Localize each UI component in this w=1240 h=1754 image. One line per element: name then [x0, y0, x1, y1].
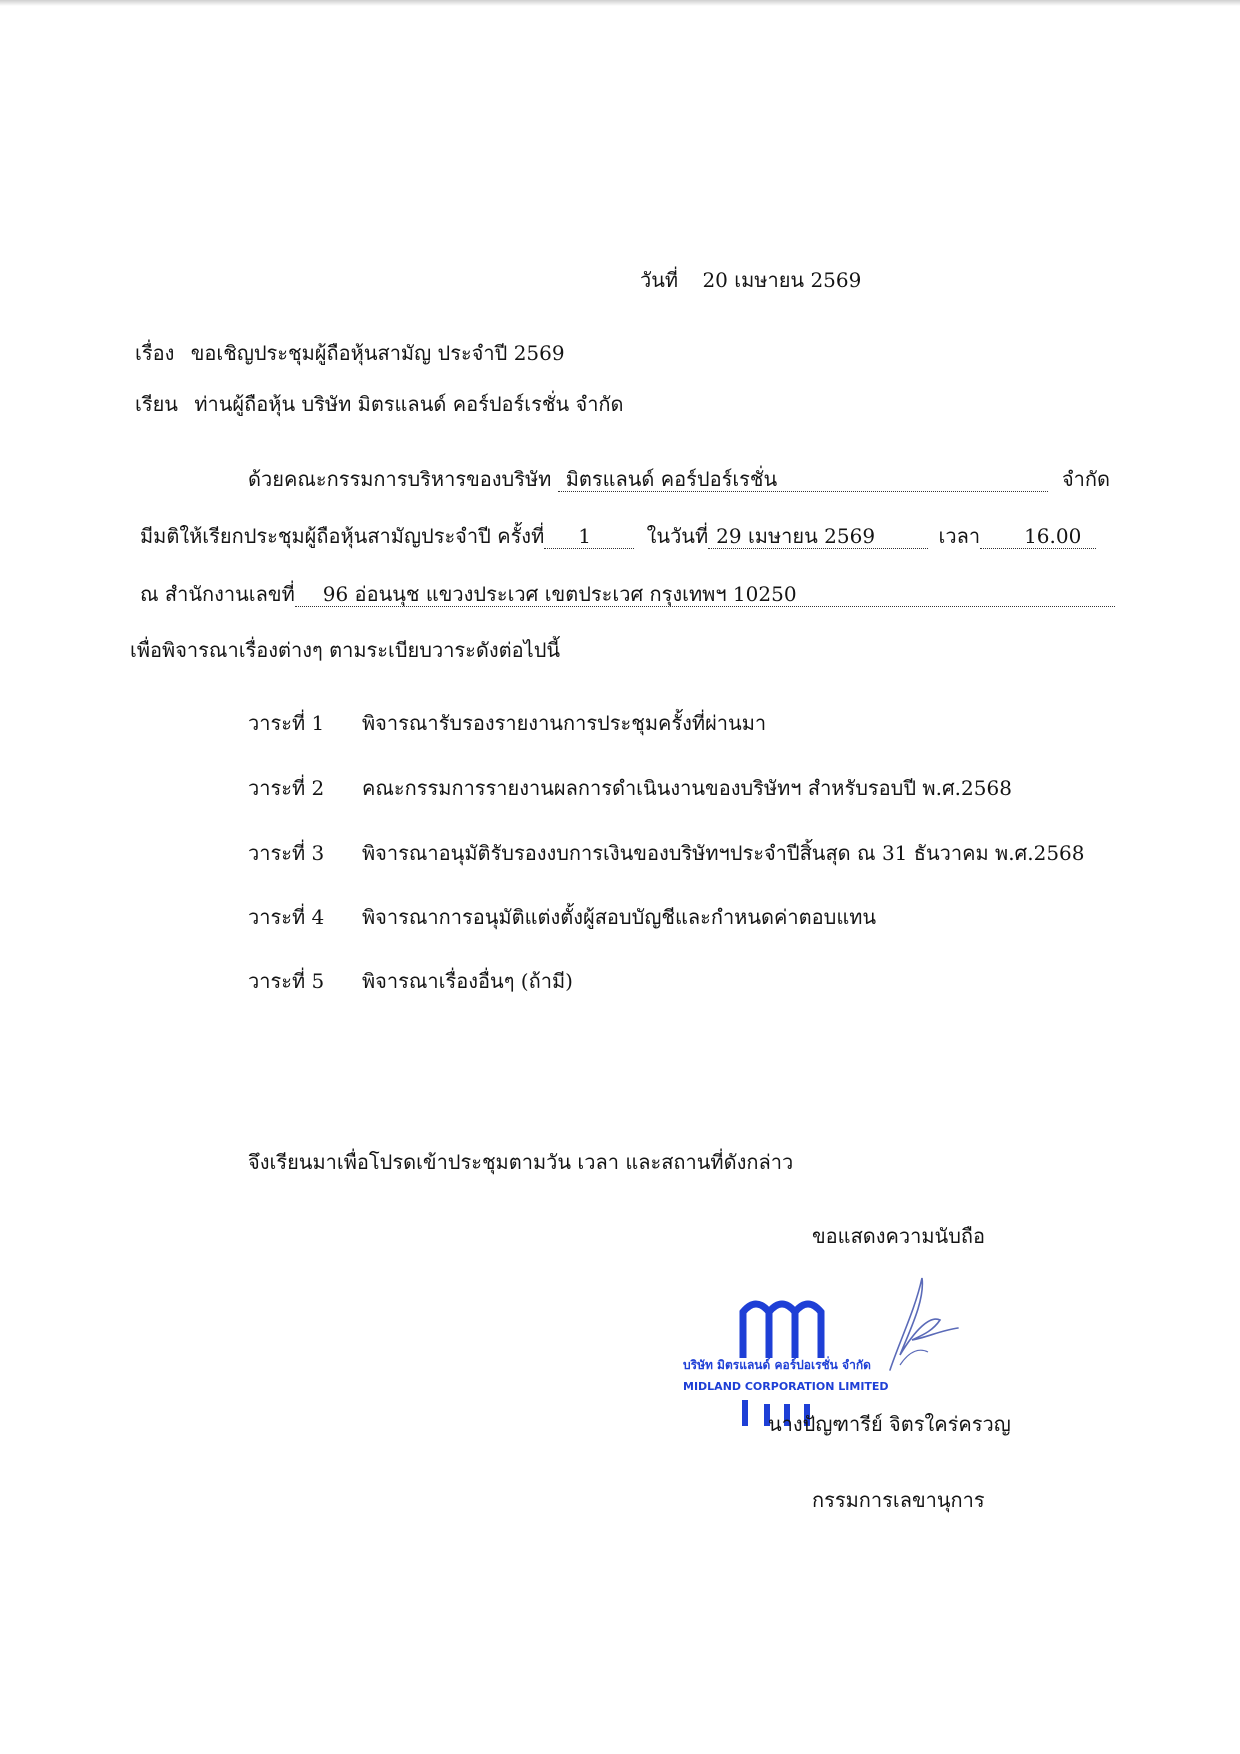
date-value: 20 เมษายน 2569 — [702, 268, 862, 292]
agenda-number: วาระที่ 4 — [248, 905, 325, 929]
body-line1-suffix: จำกัด — [1061, 467, 1110, 491]
meeting-number-field: 1 — [544, 523, 634, 549]
body-line-2 — [140, 522, 1096, 550]
meeting-date-field: 29 เมษายน 2569 — [708, 523, 928, 549]
body-line-3 — [140, 580, 1115, 608]
closing-text: จึงเรียนมาเพื่อโปรดเข้าประชุมตามวัน เวลา และสถานที่ดังกล่าว — [248, 1150, 794, 1174]
subject-label: เรื่อง — [135, 341, 175, 365]
stamp-name-english: MIDLAND CORPORATION LIMITED — [683, 1380, 889, 1393]
signer-name: นางปัญฑารีย์ จิตรใคร่ครวญ — [768, 1412, 1011, 1436]
body-line2-prefix: มีมติให้เรียกประชุมผู้ถือหุ้นสามัญประจำปี ครั้งที่ — [140, 524, 545, 548]
handwritten-signature — [870, 1270, 960, 1380]
agenda-text: พิจารณารับรองรายงานการประชุมครั้งที่ผ่านมา — [362, 711, 767, 735]
meeting-time-field: 16.00 — [980, 523, 1096, 549]
regards-line — [812, 1222, 985, 1250]
agenda-number: วาระที่ 3 — [248, 841, 325, 865]
scan-edge — [0, 0, 1240, 6]
body-line1-prefix: ด้วยคณะกรรมการบริหารของบริษัท — [248, 467, 552, 491]
recipient-text: ท่านผู้ถือหุ้น บริษัท มิตรแลนด์ คอร์ปอร์เรชั่น จำกัด — [194, 392, 624, 416]
address-field: 96 อ่อนนุช แขวงประเวศ เขตประเวศ กรุงเทพฯ 10250 — [295, 581, 1115, 607]
regards-text: ขอแสดงความนับถือ — [812, 1224, 986, 1248]
agenda-text: คณะกรรมการรายงานผลการดำเนินงานของบริษัทฯ สำหรับรอบปี พ.ศ.2568 — [362, 776, 1012, 800]
signer-title: กรรมการเลขานุการ — [812, 1488, 985, 1512]
company-name-field: มิตรแลนด์ คอร์ปอร์เรชั่น — [558, 466, 1048, 492]
agenda-number: วาระที่ 5 — [248, 969, 325, 993]
subject-line — [135, 339, 565, 367]
subject-text: ขอเชิญประชุมผู้ถือหุ้นสามัญ ประจำปี 2569 — [190, 341, 565, 365]
body-line3-prefix: ณ สำนักงานเลขที่ — [140, 582, 295, 606]
date-line — [640, 266, 861, 294]
meeting-time-label: เวลา — [938, 524, 981, 548]
body-line-1 — [248, 465, 1110, 493]
date-label: วันที่ — [640, 268, 679, 292]
agenda-number: วาระที่ 1 — [248, 711, 325, 735]
agenda-text: พิจารณาการอนุมัติแต่งตั้งผู้สอบบัญชีและกำหนดค่าตอบแทน — [362, 905, 877, 929]
agenda-text: พิจารณาเรื่องอื่นๆ (ถ้ามี) — [362, 969, 573, 993]
recipient-line — [135, 390, 624, 418]
signer-title-line — [812, 1486, 985, 1514]
agenda-text: พิจารณาอนุมัติรับรองงบการเงินของบริษัทฯประจำปีสิ้นสุด ณ 31 ธันวาคม พ.ศ.2568 — [362, 841, 1085, 865]
agenda-number: วาระที่ 2 — [248, 776, 325, 800]
stamp-name-thai: บริษัท มิตรแลนด์ คอร์ปอเรชั่น จำกัด — [683, 1358, 871, 1372]
recipient-label: เรียน — [135, 392, 178, 416]
body-line4-text: เพื่อพิจารณาเรื่องต่างๆ ตามระเบียบวาระดังต่อไปนี้ — [130, 638, 561, 662]
closing-line — [248, 1148, 793, 1176]
meeting-date-label: ในวันที่ — [646, 524, 709, 548]
signer-name-line — [768, 1410, 1011, 1438]
body-line-4 — [130, 636, 560, 664]
